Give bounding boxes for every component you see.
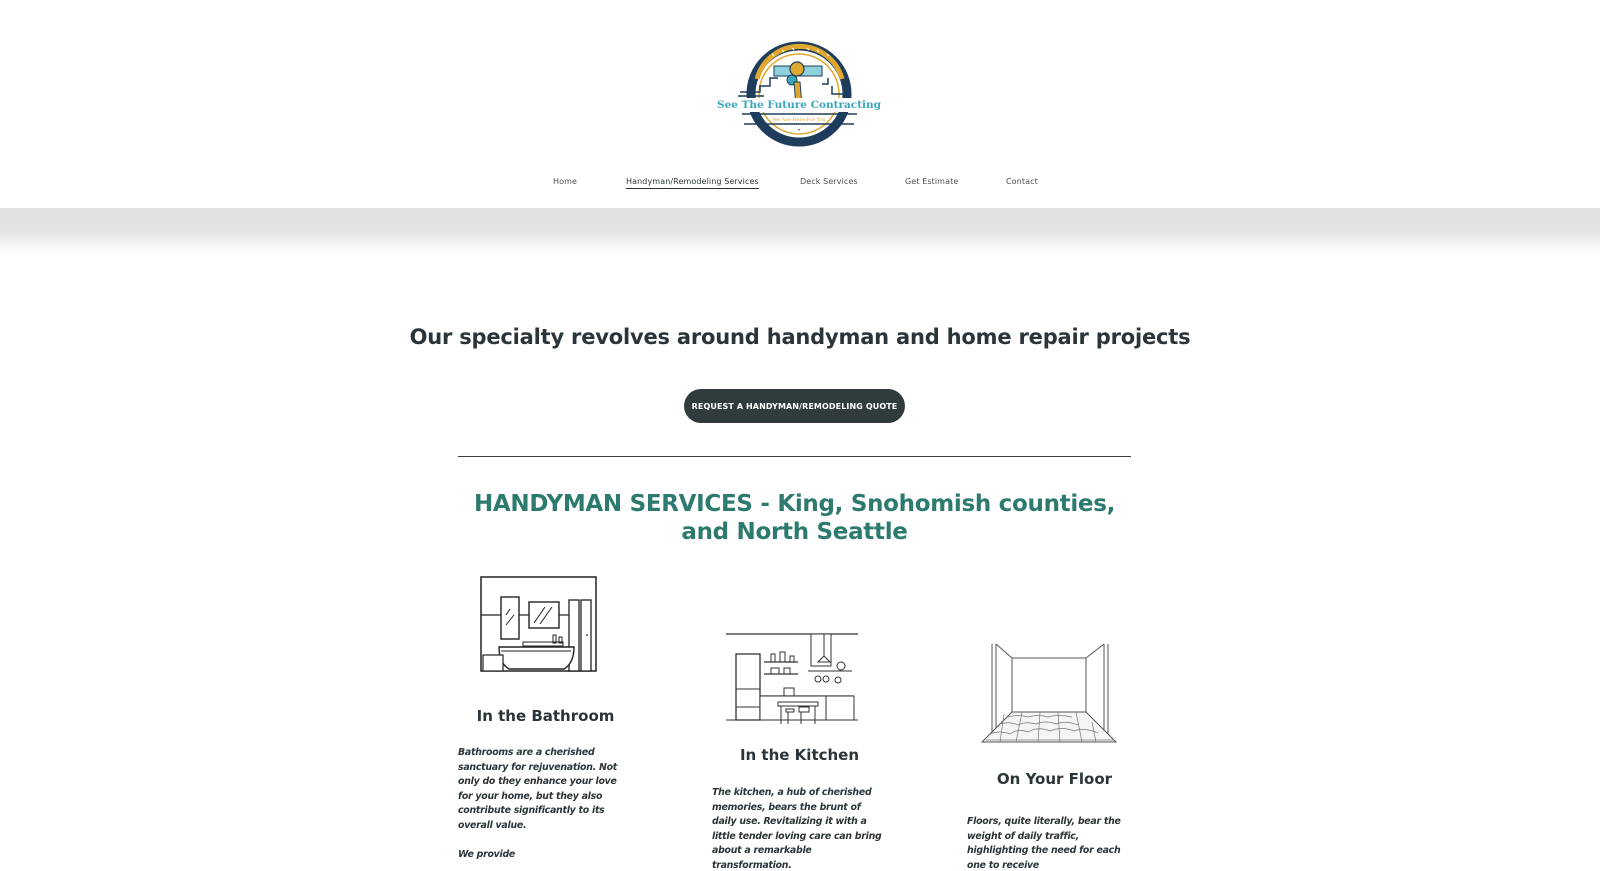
company-logo[interactable] xyxy=(712,24,887,164)
section-divider xyxy=(458,456,1131,457)
bathroom-illustration-icon xyxy=(479,575,599,675)
specialty-headline: Our specialty revolves around handyman and home repair projects xyxy=(409,325,1191,349)
nav-contact[interactable]: Contact xyxy=(1006,177,1038,186)
nav-handyman-remodeling-services[interactable]: Handyman/Remodeling Services xyxy=(626,177,759,189)
card-title-bathroom: In the Bathroom xyxy=(476,707,615,725)
svg-text:We Are Here For You: We Are Here For You xyxy=(772,117,826,123)
logo-emblem-icon xyxy=(712,24,887,164)
main-nav xyxy=(0,174,1600,194)
nav-deck-services[interactable]: Deck Services xyxy=(800,177,858,186)
card-title-kitchen: In the Kitchen xyxy=(739,746,860,764)
kitchen-illustration-icon xyxy=(726,614,858,724)
site-header xyxy=(0,0,1600,208)
card-paragraph: Bathrooms are a cherished sanctuary for rejuvenation. Not only do they enhance your love for your home, but they also contribute significantly to its overall value. xyxy=(458,747,618,831)
nav-get-estimate[interactable]: Get Estimate xyxy=(905,177,959,186)
handyman-services-title xyxy=(458,490,1131,546)
card-body-bathroom xyxy=(458,746,628,862)
card-paragraph: We provide xyxy=(458,848,516,860)
section-title-line2: and North Seattle xyxy=(681,519,908,545)
card-body-kitchen xyxy=(712,786,882,871)
floor-illustration-icon xyxy=(980,642,1120,750)
hero-band xyxy=(0,208,1600,258)
card-title-floor: On Your Floor xyxy=(996,770,1113,788)
section-title-line1: HANDYMAN SERVICES - King, Snohomish counties, xyxy=(473,491,1116,517)
card-paragraph: Floors, quite literally, bear the weight of daily traffic, highlighting the need for each one to receive xyxy=(967,816,1121,871)
svg-text:❧: ❧ xyxy=(797,127,801,132)
svg-text:See The Future Contracting: See The Future Contracting xyxy=(716,99,882,111)
nav-home[interactable]: Home xyxy=(553,177,578,186)
card-body-floor xyxy=(967,815,1137,871)
request-quote-button[interactable]: REQUEST A HANDYMAN/REMODELING QUOTE xyxy=(684,389,905,423)
card-paragraph: The kitchen, a hub of cherished memories, bears the brunt of daily use. Revitalizing it with a little tender loving care can bring about a remarkable transformation. xyxy=(712,787,882,871)
